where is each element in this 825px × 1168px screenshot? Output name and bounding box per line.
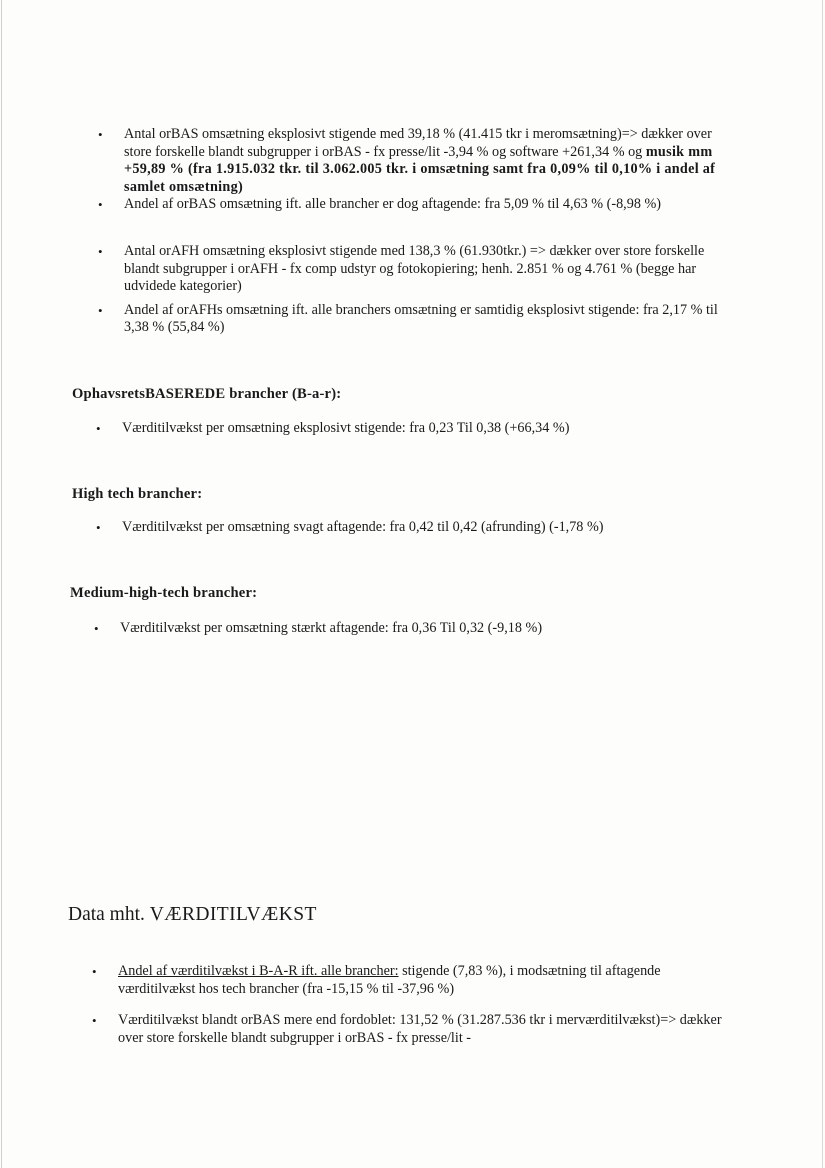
bullet-dot-icon: • (98, 302, 103, 318)
bar-bullets (96, 420, 736, 438)
scan-edge-right (822, 0, 823, 1168)
orbas-orafh-bullets-2 (98, 243, 738, 337)
data-heading-prefix: Data mht. (68, 904, 150, 925)
bullet-item (96, 420, 736, 438)
bullet-dot-icon: • (98, 244, 103, 259)
bullet-dot-icon: • (98, 127, 103, 142)
bullet-dot-icon: • (98, 197, 103, 213)
bullet-dot-icon: • (92, 964, 97, 979)
bullet-text: Antal orAFH omsætning eksplosivt stigende med 138,3 % (61.930tkr.) => dækker over store forskelle blandt subgrupper i orAFH - fx comp udstyr og fotokopiering; henh. 2.851 % og 4.761 % (begge har udvidede kategorier) (124, 243, 705, 295)
bullet-item (98, 126, 738, 196)
bullet-text: Antal orBAS omsætning eksplosivt stigende med 39,18 % (41.415 tkr i meromsætning)=> dækker over store forskelle blandt subgrupper i orBAS - fx presse/lit -3,94 % og software +261,34 % og (124, 126, 712, 160)
section-heading-high-tech: High tech brancher: (72, 486, 203, 502)
bullet-bold-text: musik mm +59,89 % (fra 1.915.032 tkr. til 3.062.005 tkr. i omsætning samt fra 0,09% til 0,10% i andel af samlet omsætning) (124, 143, 716, 195)
bullet-text: Værditilvækst per omsætning eksplosivt stigende: fra 0,23 Til 0,38 (+66,34 %) (122, 420, 570, 436)
medium-high-tech-bullets (94, 620, 734, 638)
orbas-orafh-bullets-1 (98, 126, 738, 214)
bullet-dot-icon: • (96, 421, 101, 436)
bullet-text: Værditilvækst blandt orBAS mere end fordoblet: 131,52 % (31.287.536 tkr i merværditilvækst)=> dækker over store forskelle blandt subgrupper i orBAS - fx presse/lit - (118, 1012, 722, 1046)
bullet-text: Andel af orBAS omsætning ift. alle brancher er dog aftagende: fra 5,09 % til 4,63 % (-8,98 %) (124, 196, 662, 213)
bullet-dot-icon: • (96, 520, 101, 535)
bullet-text: stigende (7,83 %), i modsætning til aftagende værditilvækst hos tech brancher (fra -15,15 % til -37,96 %) (118, 963, 661, 997)
bullet-underlined-text: Andel af værditilvækst i B-A-R ift. alle brancher: (118, 963, 399, 979)
bullet-item (92, 963, 732, 998)
bullet-text: Værditilvækst per omsætning stærkt aftagende: fra 0,36 Til 0,32 (-9,18 %) (120, 620, 543, 636)
bullet-dot-icon: • (92, 1013, 97, 1029)
bullet-dot-icon: • (94, 621, 99, 636)
bullet-item (94, 620, 734, 638)
bullet-text: Andel af orAFHs omsætning ift. alle branchers omsætning er samtidig eksplosivt stigende: fra 2,17 % til 3,38 % (55,84 %) (124, 301, 718, 336)
section-heading-medium-high-tech: Medium-high-tech brancher: (70, 585, 258, 601)
bullet-item (98, 302, 738, 337)
high-tech-bullets (96, 519, 736, 537)
bullet-item (98, 196, 738, 214)
data-heading-caps: VÆRDITILVÆKST (149, 904, 317, 925)
bullet-item (92, 1012, 732, 1047)
scan-edge-left (1, 0, 2, 1168)
data-bullets (92, 963, 732, 1047)
bullet-text: Værditilvækst per omsætning svagt aftagende: fra 0,42 til 0,42 (afrunding) (-1,78 %) (122, 519, 604, 535)
bullet-item (96, 519, 736, 537)
bullet-item (98, 243, 738, 296)
section-heading-bar: OphavsretsBASEREDE brancher (B-a-r): (72, 386, 342, 402)
data-section-heading (68, 904, 317, 926)
